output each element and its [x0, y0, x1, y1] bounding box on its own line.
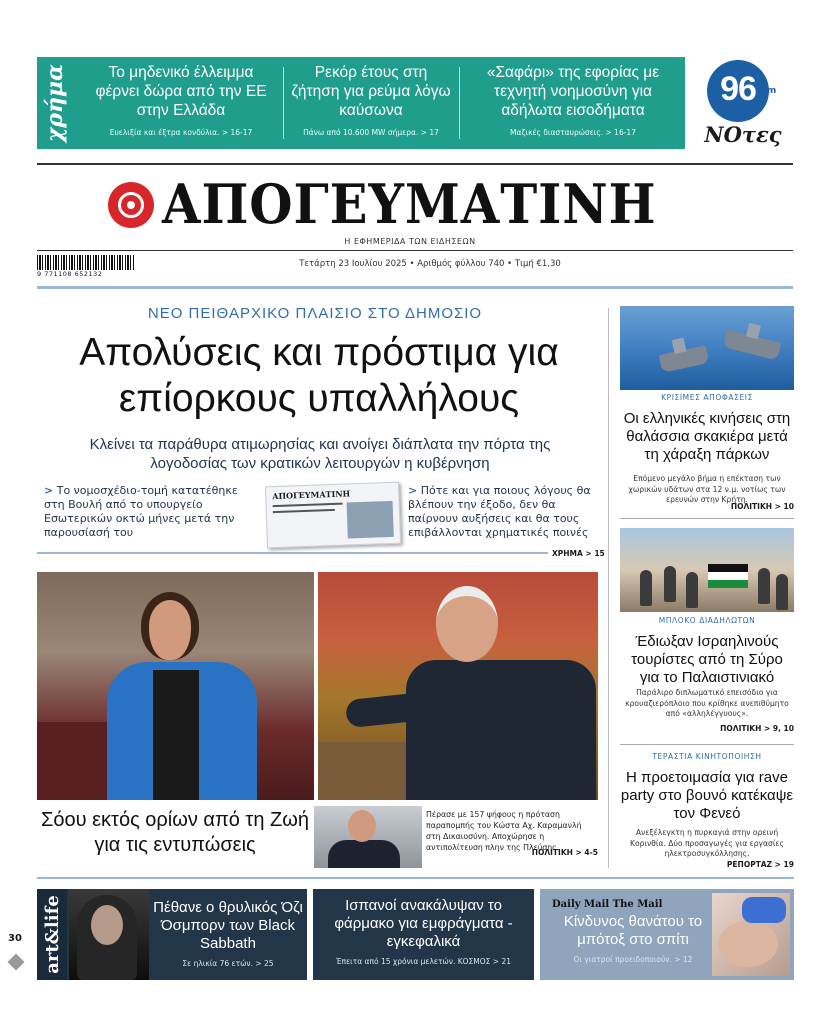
- teaser-tax-ai[interactable]: [465, 63, 681, 145]
- sidebar-text: Παράλιρο διπλωματικό επεισόδιο για κρουαζιερόπλοιο που κρίθηκε ανεπιθύμητο από «αλληλέγγυους».: [625, 688, 789, 718]
- photo-botox: [712, 893, 790, 976]
- newspaper-logo-icon: [108, 182, 154, 228]
- sidebar-kicker: ΜΠΛΟΚΟ ΔΙΑΔΗΛΩΤΩΝ: [658, 616, 756, 625]
- masthead-top-rule: [37, 163, 793, 165]
- thumbnail-title: ΑΠΟΓΕΥΜΑΤΙΝΗ: [272, 488, 351, 502]
- bottom-box-headline: Πέθανε ο θρυλικός Όζι Όσμπορν των Black Sabbath: [153, 899, 303, 952]
- photo-story-headline[interactable]: Σόου εκτός ορίων από τη Ζωή για τις εντυπώσεις: [41, 809, 309, 856]
- photo-protesters: [620, 528, 794, 612]
- sidebar-page-ref[interactable]: ΡΕΠΟΡΤΑΖ > 19: [726, 860, 794, 869]
- dateline: Τετάρτη 23 Ιουλίου 2025 • Αριθμός φύλλου 740 • Τιμή €1,30: [299, 259, 561, 269]
- sidebar-page-ref[interactable]: ΠΟΛΙΤΙΚΗ > 9, 10: [720, 724, 794, 733]
- masthead-bottom-rule: [37, 250, 793, 251]
- page-number: 30: [8, 933, 22, 944]
- main-story-bullet-right: [408, 484, 600, 540]
- diamond-icon: [8, 954, 25, 971]
- teaser-electricity[interactable]: [289, 63, 453, 145]
- main-story-standfirst: Κλείνει τα παράθυρα ατιμωρησίας και ανοίγει διάπλατα την πόρτα της λογοδοσίας των κρατικών λειτουργών η κυβέρνηση: [89, 436, 551, 472]
- teaser-sub: Ευελιξία και έξτρα κονδύλια. > 16-17: [109, 128, 253, 137]
- newspaper-tagline: Η ΕΦΗΜΕΡΙΔΑ ΤΩΝ ΕΙΔΗΣΕΩΝ: [344, 237, 476, 246]
- badge-name: NOτες: [704, 122, 782, 147]
- bottom-box-headline: Ισπανοί ανακάλυψαν το φάρμακο για εμφράγματα - εγκεφαλικά: [334, 897, 513, 950]
- column-divider: [608, 308, 609, 868]
- divider: [620, 744, 794, 745]
- teaser-sub: Πάνω από 10.600 MW σήμερα. > 17: [303, 128, 439, 137]
- sidebar-headline[interactable]: Οι ελληνικές κινήσεις στη θαλάσσια σκακιέρα μετά τη χάραξη πάρκων: [623, 410, 791, 463]
- radio-96fm-badge[interactable]: [701, 58, 785, 150]
- section-label-artlife: art&life: [37, 889, 67, 980]
- sidebar-headline[interactable]: Η προετοιμασία για rave party στο βουνό κατέκαψε τον Φενεό: [620, 769, 794, 822]
- photo-ozzy: [69, 889, 149, 980]
- badge-unit: fm: [763, 86, 777, 96]
- teaser-headline: Ρεκόρ έτους στη ζήτηση για ρεύμα λόγω καύσωνα: [291, 64, 451, 119]
- sidebar-headline[interactable]: Έδιωξαν Ισραηλινούς τουρίστες από τη Σύρο για το Παλαιστινιακό: [631, 633, 783, 686]
- main-story-bullet-left: [44, 484, 259, 540]
- sidebar-page-ref[interactable]: ΠΟΛΙΤΙΚΗ > 10: [730, 502, 794, 511]
- barcode-icon: [37, 255, 135, 277]
- bottom-box-ozzy[interactable]: [37, 889, 307, 980]
- bottom-box-sub: Οι γιατροί προειδοποιούν. > 12: [573, 955, 693, 964]
- bottom-box-sub: Έπειτα από 15 χρόνια μελετών. ΚΟΣΜΟΣ > 21: [336, 957, 511, 966]
- teaser-headline: «Σαφάρι» της εφορίας με τεχνητή νοημοσύνη για αδήλωτα εισοδήματα: [486, 64, 660, 119]
- section-label-money: χρήμα: [42, 63, 69, 143]
- divider: [283, 67, 284, 139]
- bullet-text: Το νομοσχέδιο-τομή κατατέθηκε στη Βουλή από το υπουργείο Εσωτερικών οκτώ μήνες μετά την παρουσίασή του: [44, 484, 238, 539]
- arrow-icon: >: [44, 484, 54, 497]
- main-story-page-ref[interactable]: ΧΡΗΜΑ > 15: [548, 549, 605, 558]
- divider: [37, 552, 597, 554]
- barcode-digits: 9 771108 652132: [37, 270, 103, 278]
- teaser-deficit[interactable]: [85, 63, 277, 145]
- divider: [459, 67, 460, 139]
- bottom-box-headline: Κίνδυνος θανάτου το μπότοξ στο σπίτι: [563, 913, 703, 948]
- source-papers: Daily Mail The Mail: [552, 899, 663, 910]
- divider: [37, 286, 793, 289]
- newspaper-thumbnail: [265, 482, 401, 549]
- sidebar-kicker: ΚΡΙΣΙΜΕΣ ΑΠΟΦΑΣΕΙΣ: [661, 393, 753, 402]
- photo-story-page-ref[interactable]: ΠΟΛΙΤΙΚΗ > 4-5: [531, 848, 598, 857]
- sidebar-kicker: ΤΕΡΑΣΤΙΑ ΚΙΝΗΤΟΠΟΙΗΣΗ: [652, 752, 762, 761]
- badge-number: 96: [720, 70, 756, 108]
- sidebar-text: Ανεξέλεγκτη η πυρκαγιά στην ορεινή Κορινθία. Δύο προσαγωγές για εργασίες ηλεκτροσυγκόλλησης.: [630, 828, 784, 858]
- bottom-box-botox[interactable]: [540, 889, 794, 980]
- photo-warships: [620, 306, 794, 390]
- bottom-box-sub: Σε ηλικία 76 ετών. > 25: [182, 959, 274, 968]
- main-story-kicker: ΝΕΟ ΠΕΙΘΑΡΧΙΚΟ ΠΛΑΙΣΙΟ ΣΤΟ ΔΗΜΟΣΙΟ: [147, 305, 483, 322]
- teaser-sub: Μαζικές διασταυρώσεις. > 16-17: [510, 128, 636, 137]
- arrow-icon: >: [408, 484, 418, 497]
- photo-inset-man: [314, 806, 422, 868]
- photo-story-text: Πέρασε με 157 ψήφους η πρόταση παραπομπής του Κώστα Αχ. Καραμανλή στη Δικαιοσύνη. Αποχώρησε η αντιπολίτευση πλην της Πλεύσης.: [426, 810, 582, 852]
- photo-parliament-man: [318, 572, 598, 800]
- sidebar-text: Επόμενο μεγάλο βήμα η επέκταση των χωρικών υδάτων στα 12 ν.μ. νοτίως των ερευνών στην Κρήτη.: [628, 474, 786, 504]
- top-teaser-banner: [37, 57, 685, 149]
- bullet-text: Πότε και για ποιους λόγους θα βλέπουν την έξοδο, δεν θα παίρνουν αυξήσεις και θα τους επιβάλλονται χρηματικές ποινές: [408, 484, 591, 539]
- divider: [620, 518, 794, 519]
- teaser-headline: Το μηδενικό έλλειμμα φέρνει δώρα από την ΕΕ στην Ελλάδα: [95, 64, 267, 119]
- main-story-headline[interactable]: Απολύσεις και πρόστιμα για επίορκους υπαλλήλους: [79, 331, 559, 420]
- divider: [37, 877, 794, 879]
- photo-speaker-woman: [37, 572, 314, 800]
- bottom-box-medicine[interactable]: [313, 889, 534, 980]
- newspaper-title: ΑΠΟΓΕΥΜΑΤΙΝΗ: [162, 172, 657, 236]
